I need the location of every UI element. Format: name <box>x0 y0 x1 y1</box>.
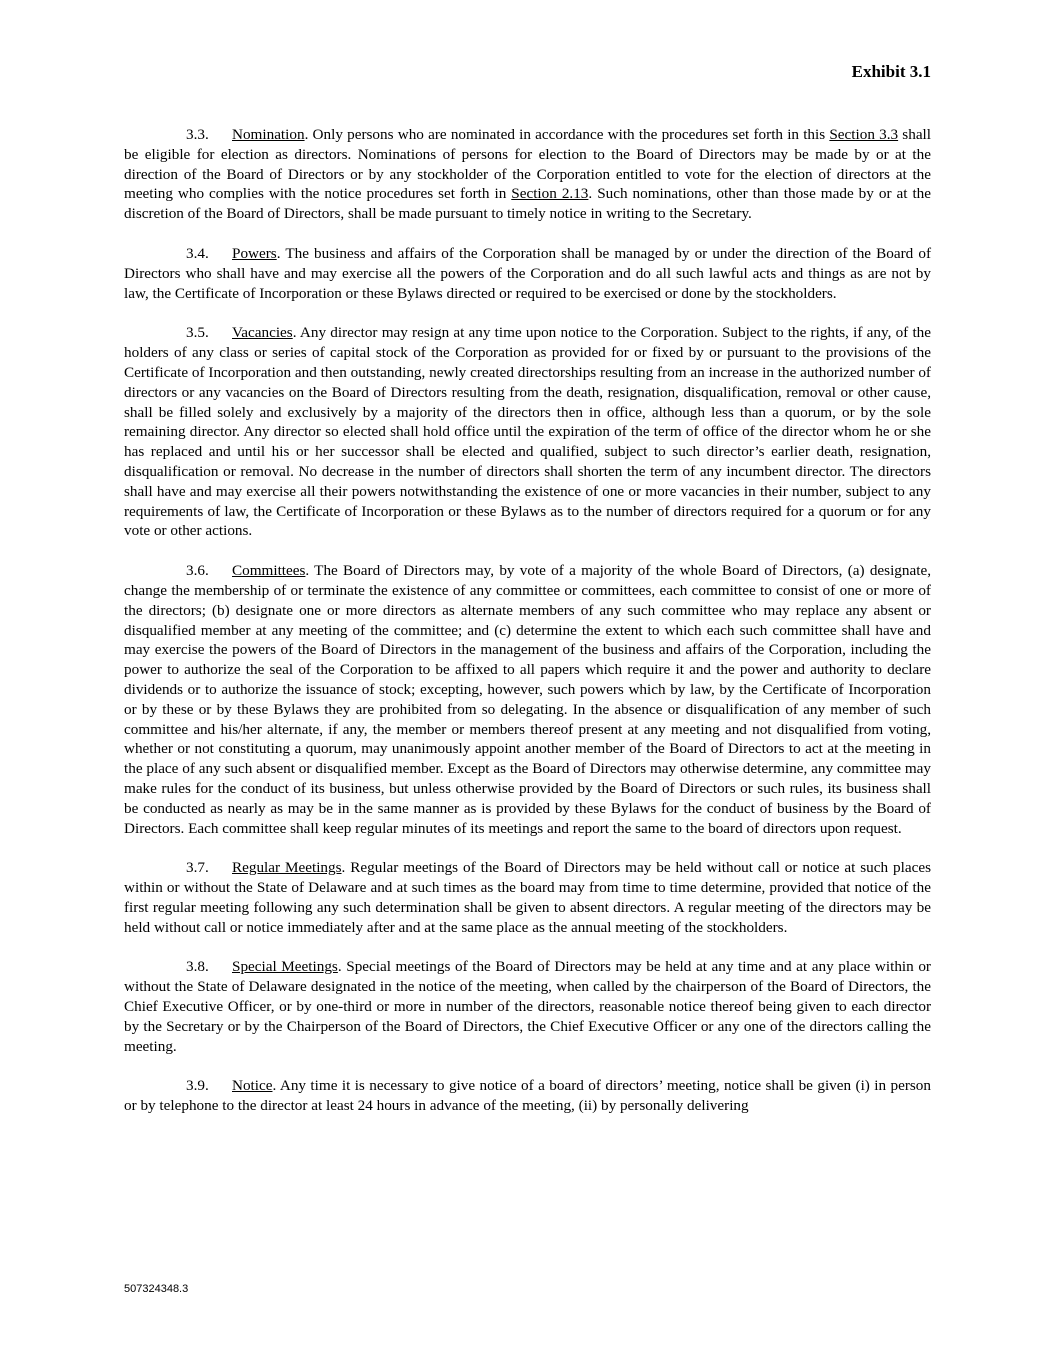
section-3-3 <box>124 125 931 224</box>
section-title: Committees <box>232 562 306 580</box>
section-title: Regular Meetings <box>232 859 342 877</box>
section-text: . Any time it is necessary to give notice of a board of directors’ meeting, notice shall be given (i) in person or by telephone to the director at least 24 hours in advance of the meeting, (ii) by personally delivering <box>124 1077 931 1115</box>
section-3-8 <box>124 957 931 1056</box>
section-title: Nomination <box>232 126 305 143</box>
exhibit-label: Exhibit 3.1 <box>851 62 931 81</box>
section-number: 3.4. <box>186 244 209 262</box>
section-title: Notice <box>232 1077 273 1095</box>
section-text: . The Board of Directors may, by vote of a majority of the whole Board of Directors, (a) designate, change the membership of or terminate the existence of any committee or committees, each committee to consist of one or more of the directors; (b) designate one or more directors as alternate members of any such committee who may replace any absent or disqualified member at any meeting of the committee; and (c) determine the extent to which each such committee shall have and may exercise the powers of the Board of Directors in the management of the business and affairs of the Corporation, including the power to authorize the seal of the Corporation to be affixed to all papers which require it and the power and authority to declare dividends or to authorize the issuance of stock; excepting, however, such powers which by law, by the Certificate of Incorporation or by these or by these Bylaws they are prohibited from so delegating. In the absence or disqualification of any member of such committee and his/her alternate, if any, the member or members thereof present at any meeting and not disqualified from voting, whether or not constituting a quorum, may unanimously appoint another member of the Board of Directors to act at the meeting in the place of any such absent or disqualified member. Except as the Board of Directors may otherwise determine, any committee may make rules for the conduct of its business, but unless otherwise provided by the Board of Directors or such rules, its business shall be conducted as nearly as may be in the same manner as is provided by these Bylaws for the conduct of business by the Board of Directors. Each committee shall keep regular minutes of its meetings and report the same to the board of directors upon request. <box>124 562 931 837</box>
section-text: . Any director may resign at any time upon notice to the Corporation. Subject to the rights, if any, of the holders of any class or series of capital stock of the Corporation as provided for or fixed by or pursuant to the provisions of the Certificate of Incorporation and then outstanding, newly created directorships resulting from an increase in the authorized number of directors or any vacancies on the Board of Directors resulting from the death, resignation, disqualification, removal or other cause, shall be filled solely and exclusively by a majority of the directors then in office, although less than a quorum, or by the sole remaining director. Any director so elected shall hold office until the expiration of the term of office of the director whom he or she has replaced and until his or her successor shall be elected and qualified, subject to such director’s earlier death, resignation, disqualification or removal. No decrease in the number of directors shall shorten the term of any incumbent director. The directors shall have and may exercise all their powers notwithstanding the existence of one or more vacancies in their number, subject to any requirements of law, the Certificate of Incorporation or these Bylaws as to the number of directors required for a quorum or for any vote or other actions. <box>124 324 931 540</box>
section-text: . Only persons who are nominated in accordance with the procedures set forth in this <box>304 126 830 143</box>
section-number: 3.5. <box>186 324 209 342</box>
section-3-6 <box>124 561 931 838</box>
section-text: . Such nominations, other than those made by or at the discretion of the Board of Directors, shall be made pursuant to timely notice in writing to the Secretary. <box>124 185 931 223</box>
bylaws-body <box>124 125 931 1136</box>
section-reference: Section 2.13 <box>511 185 589 203</box>
section-number: 3.3. <box>186 126 209 143</box>
section-text: . The business and affairs of the Corporation shall be managed by or under the direction of the Board of Directors who shall have and may exercise all the powers of the Corporation and do all such lawful acts and things as are not by law, the Certificate of Incorporation or these Bylaws directed or required to be exercised or done by the stockholders. <box>124 244 931 302</box>
section-reference: Section 3.3 <box>829 126 899 143</box>
section-text: shall be eligible for election as directors. Nominations of persons for election to the Board of Directors may be made by or at the direction of the Board of Directors or by any stockholder of the Corporation entitled to vote for the election of directors at the meeting who complies with the notice procedures set forth in <box>124 126 931 203</box>
section-title: Vacancies <box>232 324 293 342</box>
section-number: 3.8. <box>186 958 209 976</box>
section-number: 3.9. <box>186 1077 209 1095</box>
document-id: 507324348.3 <box>124 1283 189 1295</box>
section-title: Powers <box>232 244 277 262</box>
section-title: Special Meetings <box>232 958 338 976</box>
section-number: 3.6. <box>186 562 209 580</box>
section-3-9 <box>124 1076 931 1116</box>
section-text: . Special meetings of the Board of Directors may be held at any time and at any place within or without the State of Delaware designated in the notice of the meeting, when called by the chairperson of the Board of Directors, the Chief Executive Officer, or by one-third or more in number of the directors, reasonable notice thereof being given to each director by the Secretary or by the Chairperson of the Board of Directors, the Chief Executive Officer or any one of the directors calling the meeting. <box>124 958 931 1055</box>
section-number: 3.7. <box>186 859 209 877</box>
section-3-4 <box>124 244 931 303</box>
section-3-5 <box>124 323 931 541</box>
section-3-7 <box>124 858 931 937</box>
section-text: . Regular meetings of the Board of Directors may be held without call or notice at such places within or without the State of Delaware and at such times as the board may from time to time determine, provided that notice of the first regular meeting following any such determination shall be given to absent directors. A regular meeting of the directors may be held without call or notice immediately after and at the same place as the annual meeting of the stockholders. <box>124 859 931 936</box>
